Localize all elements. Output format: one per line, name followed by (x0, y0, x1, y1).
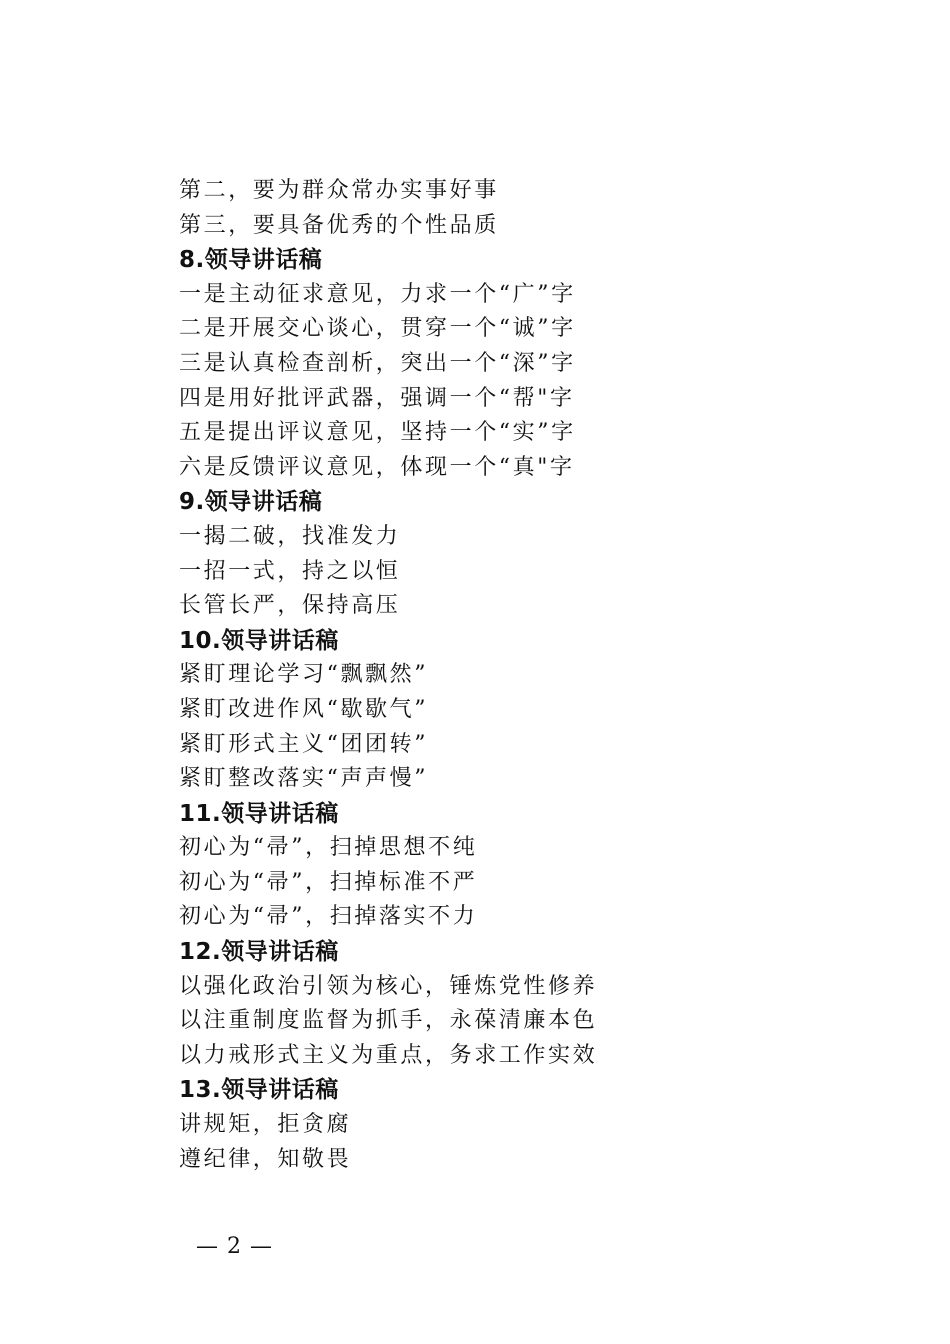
text-line: 三是认真检查剖析，突出一个“深”字 (179, 350, 576, 376)
text-line: 初心为“帚”，扫掉思想不纯 (179, 835, 478, 861)
text-line: 遵纪律，知敬畏 (179, 1146, 352, 1172)
text-line: 紧盯理论学习“飘飘然” (179, 662, 429, 688)
text-line: 紧盯改进作风“歇歇气” (179, 696, 429, 722)
section-heading: 13.领导讲话稿 (179, 1077, 339, 1104)
text-line: 四是用好批评武器，强调一个“帮"字 (179, 385, 575, 411)
text-line: 初心为“帚”，扫掉标准不严 (179, 869, 478, 895)
section-heading: 11.领导讲话稿 (179, 800, 339, 827)
text-line: 五是提出评议意见，坚持一个“实”字 (179, 420, 576, 446)
text-line: 二是开展交心谈心，贯穿一个“诚”字 (179, 316, 576, 342)
text-line: 讲规矩，拒贪腐 (179, 1112, 352, 1138)
text-line: 紧盯整改落实“声声慢” (179, 766, 429, 792)
text-line: 一招一式，持之以恒 (179, 558, 401, 584)
text-line: 六是反馈评议意见，体现一个“真"字 (179, 454, 575, 480)
text-line: 第三，要具备优秀的个性品质 (179, 212, 499, 238)
section-heading: 12.领导讲话稿 (179, 939, 339, 966)
section-heading: 8.领导讲话稿 (179, 247, 323, 274)
page-number: — 2 — (196, 1234, 273, 1259)
text-line: 长管长严，保持高压 (179, 593, 401, 619)
section-heading: 9.领导讲话稿 (179, 489, 323, 516)
document-body (179, 174, 879, 1177)
text-line: 以注重制度监督为抓手，永葆清廉本色 (179, 1008, 598, 1034)
text-line: 以力戒形式主义为重点，务求工作实效 (179, 1042, 598, 1068)
text-line: 初心为“帚”，扫掉落实不力 (179, 904, 478, 930)
section-heading: 10.领导讲话稿 (179, 627, 339, 654)
text-line: 紧盯形式主义“团团转” (179, 731, 429, 757)
text-line: 第二，要为群众常办实事好事 (179, 178, 499, 203)
text-line: 一是主动征求意见，力求一个“广”字 (179, 281, 576, 307)
text-line: 以强化政治引领为核心，锤炼党性修养 (179, 973, 598, 999)
text-line: 一揭二破，找准发力 (179, 523, 401, 549)
